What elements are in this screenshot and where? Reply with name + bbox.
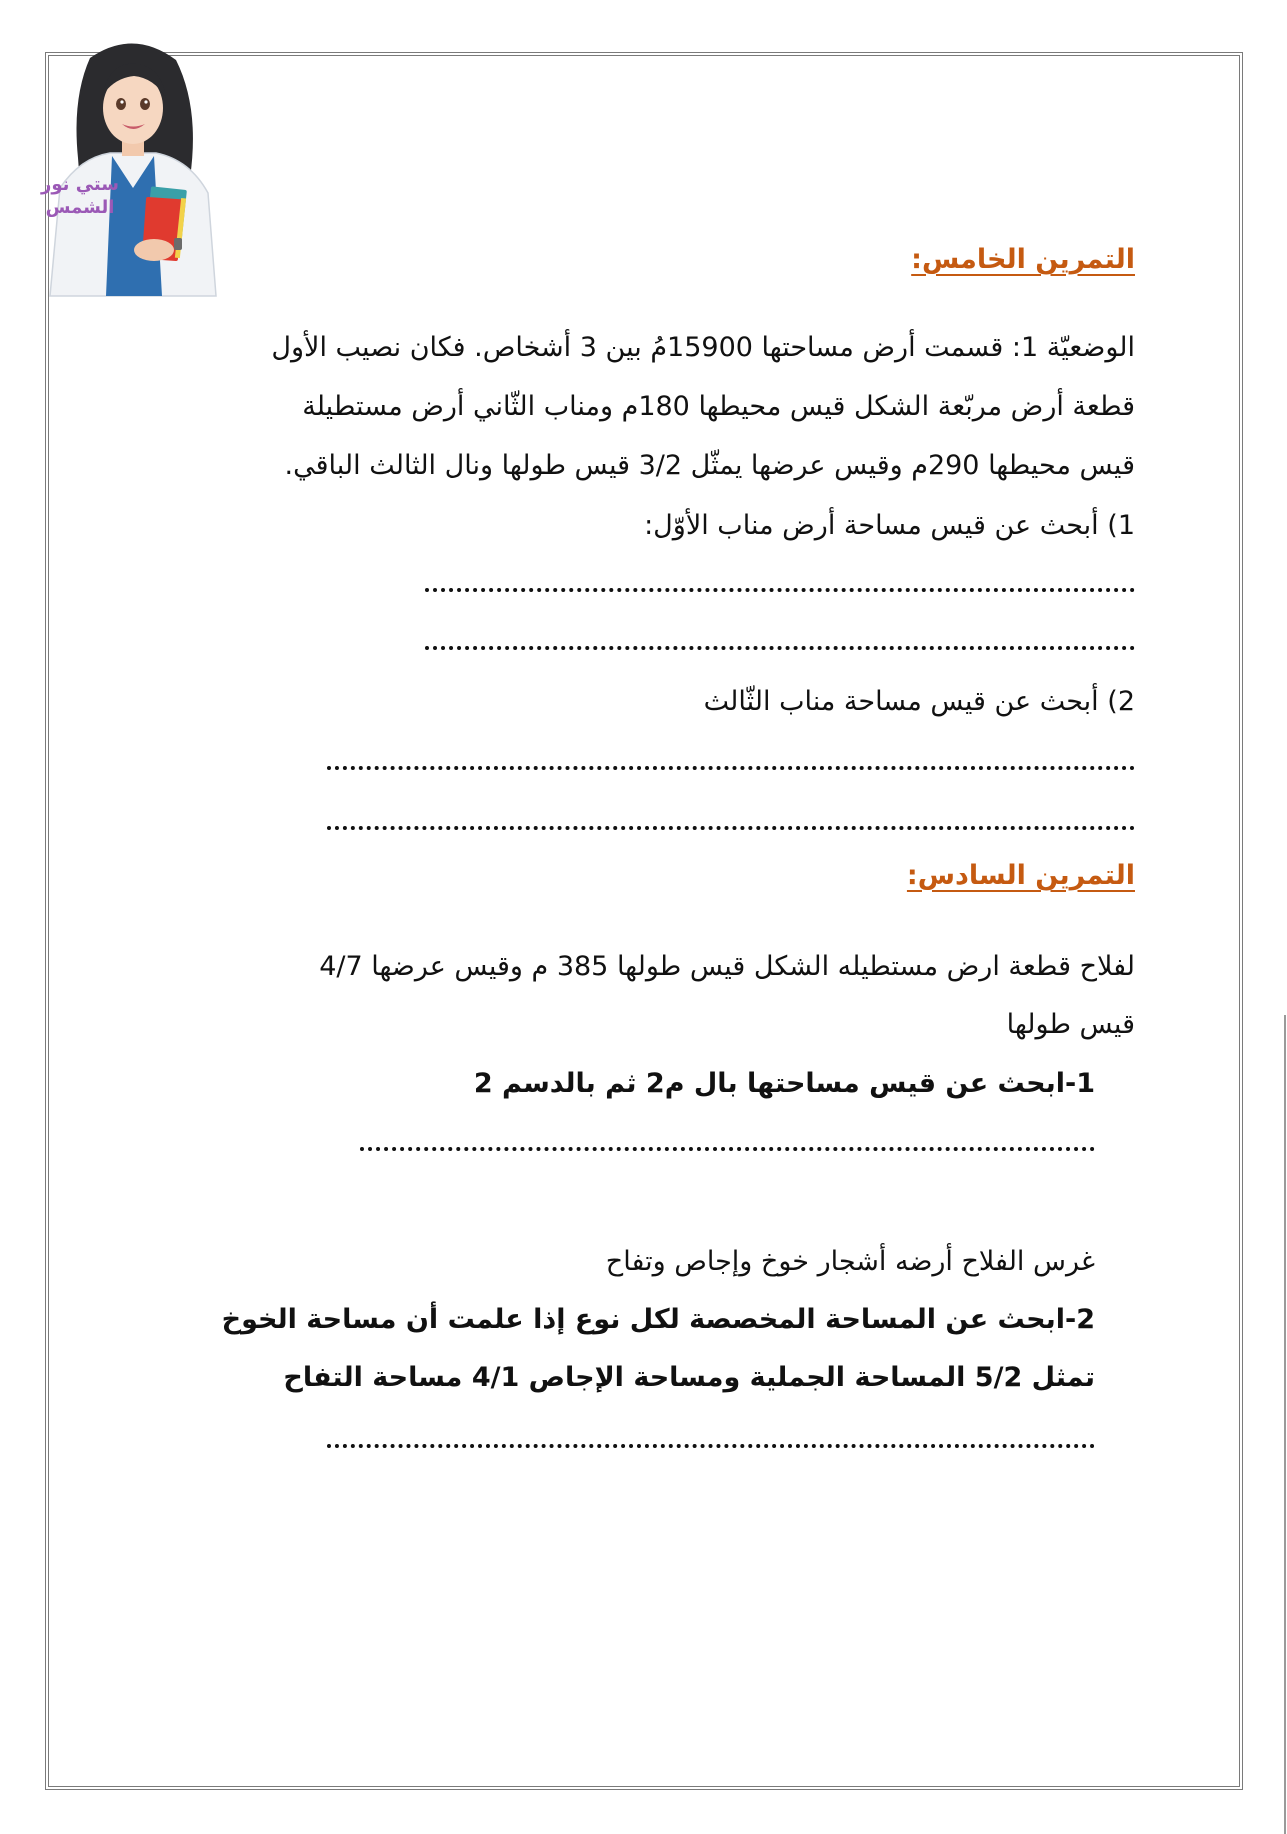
watermark-caption-line-1: ستي نور	[41, 174, 119, 195]
exercise5-title: التمرين الخامس:	[911, 244, 1135, 275]
exercise6-title: التمرين السادس:	[906, 860, 1135, 891]
exercise5-question-1: 1) أبحث عن قيس مساحة أرض مناب الأوّل:	[644, 510, 1135, 541]
exercise5-question-2: 2) أبحث عن قيس مساحة مناب الثّالث	[703, 686, 1135, 717]
answer-line[interactable]	[327, 826, 1135, 830]
page-edge-divider	[1284, 1015, 1286, 1834]
watermark-caption-line-2: الشمس	[45, 197, 115, 218]
answer-line[interactable]	[425, 646, 1135, 650]
exercise6-paragraph-line-2: قيس طولها	[1006, 1009, 1135, 1040]
exercise6-context: غرس الفلاح أرضه أشجار خوخ وإجاص وتفاح	[605, 1246, 1095, 1277]
exercise6-question-2-line-2: تمثل 5/2 المساحة الجملية ومساحة الإجاص 4/1 مساحة التفاح	[283, 1362, 1095, 1393]
answer-line[interactable]	[360, 1147, 1095, 1151]
exercise5-paragraph-line-3: قيس محيطها 290م وقيس عرضها يمثّل 3/2 قيس طولها ونال الثالث الباقي.	[284, 450, 1135, 481]
answer-line[interactable]	[425, 588, 1135, 592]
exercise5-paragraph-line-1: الوضعيّة 1: قسمت أرض مساحتها 15900مُ بين 3 أشخاص. فكان نصيب الأول	[271, 332, 1135, 363]
exercise6-paragraph-line-1: لفلاح قطعة ارض مستطيله الشكل قيس طولها 385 م وقيس عرضها 4/7	[319, 951, 1135, 982]
exercise5-paragraph-line-2: قطعة أرض مربّعة الشكل قيس محيطها 180م ومناب الثّاني أرض مستطيلة	[302, 391, 1135, 422]
teacher-illustration-icon	[41, 38, 216, 296]
answer-line[interactable]	[327, 766, 1135, 770]
exercise6-question-2-line-1: 2-ابحث عن المساحة المخصصة لكل نوع إذا علمت أن مساحة الخوخ	[221, 1304, 1095, 1335]
answer-line[interactable]	[327, 1444, 1095, 1448]
page-border	[45, 52, 1243, 1790]
exercise6-question-1: 1-ابحث عن قيس مساحتها بال م2 ثم بالدسم 2	[473, 1068, 1095, 1099]
